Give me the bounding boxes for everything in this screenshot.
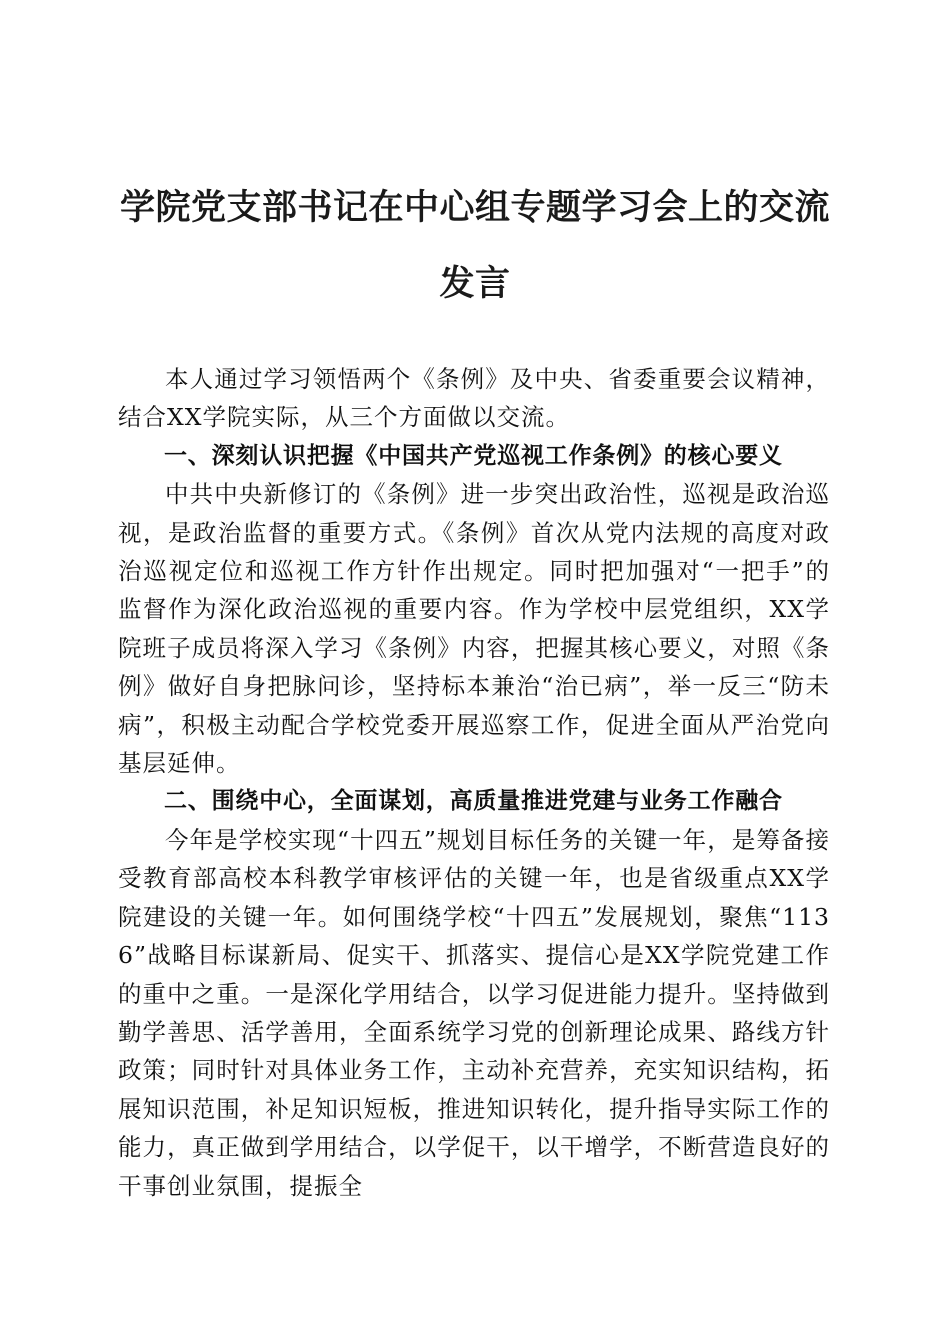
section-heading-2: 二、围绕中心，全面谋划，高质量推进党建与业务工作融合 xyxy=(164,788,783,815)
section-1-paragraph: 中共中央新修订的《条例》进一步突出政治性，巡视是政治巡视，是政治监督的重要方式。《条例》首次从党内法规的高度对政治巡视定位和巡视工作方针作出规定。同时把加强对“一把手”的监督作为深化政治巡视的重要内容。作为学校中层党组织，XX学院班子成员将深入学习《条例》内容，把握其核心要义，对照《条例》做好自身把脉问诊，坚持标本兼治“治已病”，举一反三“防未病”，积极主动配合学校党委开展巡察工作，促进全面从严治党向基层延伸。 xyxy=(118,480,830,778)
intro-paragraph: 本人通过学习领悟两个《条例》及中央、省委重要会议精神，结合XX学院实际，从三个方面做以交流。 xyxy=(118,365,830,432)
section-heading-1: 一、深刻认识把握《中国共产党巡视工作条例》的核心要义 xyxy=(164,442,783,469)
section-2-paragraph: 今年是学校实现“十四五”规划目标任务的关键一年，是筹备接受教育部高校本科教学审核评估的关键一年，也是省级重点XX学院建设的关键一年。如何围绕学校“十四五”发展规划，聚焦“1136”战略目标谋新局、促实干、抓落实、提信心是XX学院党建工作的重中之重。一是深化学用结合，以学习促进能力提升。坚持做到勤学善思、活学善用，全面系统学习党的创新理论成果、路线方针政策；同时针对具体业务工作，主动补充营养，充实知识结构，拓展知识范围，补足知识短板，推进知识转化，提升指导实际工作的能力，真正做到学用结合，以学促干，以干增学，不断营造良好的干事创业氛围，提振全 xyxy=(118,825,830,1200)
document-title: 学院党支部书记在中心组专题学习会上的交流发言 xyxy=(119,187,830,304)
document-body xyxy=(118,360,830,1205)
